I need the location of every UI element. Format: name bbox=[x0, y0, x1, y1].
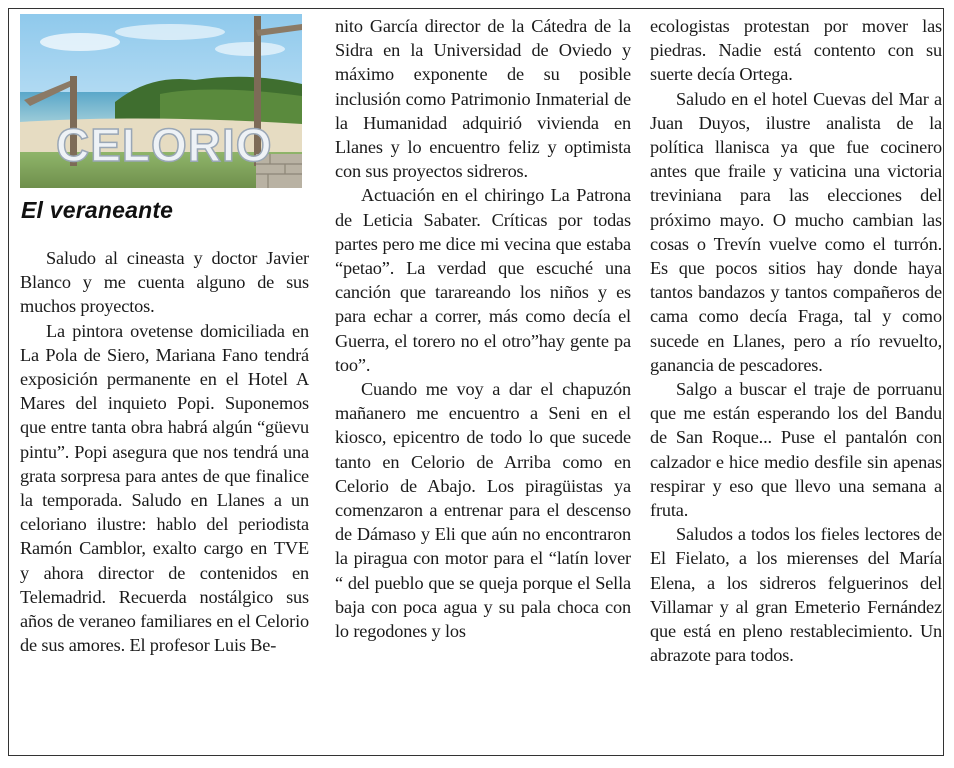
article-column-1 bbox=[19, 14, 309, 657]
paragraph: La pintora ovetense domiciliada en La Pola de Siero, Mariana Fano tendrá exposición permanente en el Hotel A Mares del inquieto Popi. Suponemos que entre tanta obra habrá algún “güevu pintu”. Popi asegura que nos tendrá una grata sorpresa para antes de que finalice la temporada. Saludo en Llanes a un celoriano ilustre: hablo del periodista Ramón Camblor, exalto cargo en TVE y ahora director de contenidos en Telemadrid. Recuerda nostálgico sus años de veraneo familiares en el Celorio de sus amores. El profesor Luis Be- bbox=[20, 320, 309, 656]
paragraph: Salgo a buscar el traje de porruanu que me están esperando los del Bandu de San Roque... Puse el pantalón con calzador e hice medio desfile sin apenas respirar y eso que llevo una semana a fruta. bbox=[650, 379, 942, 521]
celorio-photo bbox=[20, 14, 302, 188]
column-1-text bbox=[20, 246, 309, 657]
paragraph: Saludo al cineasta y doctor Javier Blanco y me cuenta alguno de sus muchos proyectos. bbox=[20, 248, 309, 317]
paragraph: Cuando me voy a dar el chapuzón mañanero me encuentro a Seni en el kiosco, epicentro de todo lo que sucede tanto en Celorio de Arriba como en Celorio de Abajo. Los piragüistas ya comenzaron a entrenar para el descenso de Dámaso y Eli que aún no encontraron la piragua con motor para el “latín lover “ del pueblo que se queja porque el Sella baja con poca agua y su pala choca con lo regodones y los bbox=[335, 379, 631, 642]
photo-sign-text: CELORIO bbox=[56, 119, 273, 171]
paragraph: Actuación en el chiringo La Patrona de Leticia Sabater. Críticas por todas partes pero me dice mi vecina que estaba “petao”. La verdad que escuché una canción que tarareando los niños y es para echar a correr, más como decía el Guerra, el torero no el otro”hay gente pa too”. bbox=[335, 185, 631, 375]
paragraph: nito García director de la Cátedra de la Sidra en la Universidad de Oviedo y máximo exponente de su posible inclusión como Patrimonio Inmaterial de la Humanidad adquirió vivienda en Llanes y lo encuentro feliz y optimista con sus proyectos sidreros. bbox=[335, 16, 631, 182]
article-column-2 bbox=[335, 14, 631, 643]
paragraph: ecologistas protestan por mover las piedras. Nadie está contento con su suerte decía Ortega. bbox=[650, 16, 942, 85]
paragraph: Saludo en el hotel Cuevas del Mar a Juan Duyos, ilustre analista de la política llanisca ya que fue cocinero antes que fraile y vaticina una victoria treviniana para las elecciones del próximo mayo. O mucho cambian las cosas o Trevín vuelve como el turrón. Es que pocos sitios hay donde haya tantos bandazos y tantos compañeros de cama como decía Fraga, tal y como sucede en Llanes, pero a río revuelto, ganancia de pescadores. bbox=[650, 88, 942, 375]
paragraph: Saludos a todos los fieles lectores de El Fielato, a los mierenses del María Elena, a los sidreros felguerinos del Villamar y al gran Emeterio Fernández que está en pleno restablecimiento. Un abrazote para todos. bbox=[650, 524, 942, 666]
article-column-3 bbox=[650, 14, 942, 667]
article-heading: El veraneante bbox=[21, 197, 174, 223]
celorio-photo-image bbox=[20, 14, 302, 188]
